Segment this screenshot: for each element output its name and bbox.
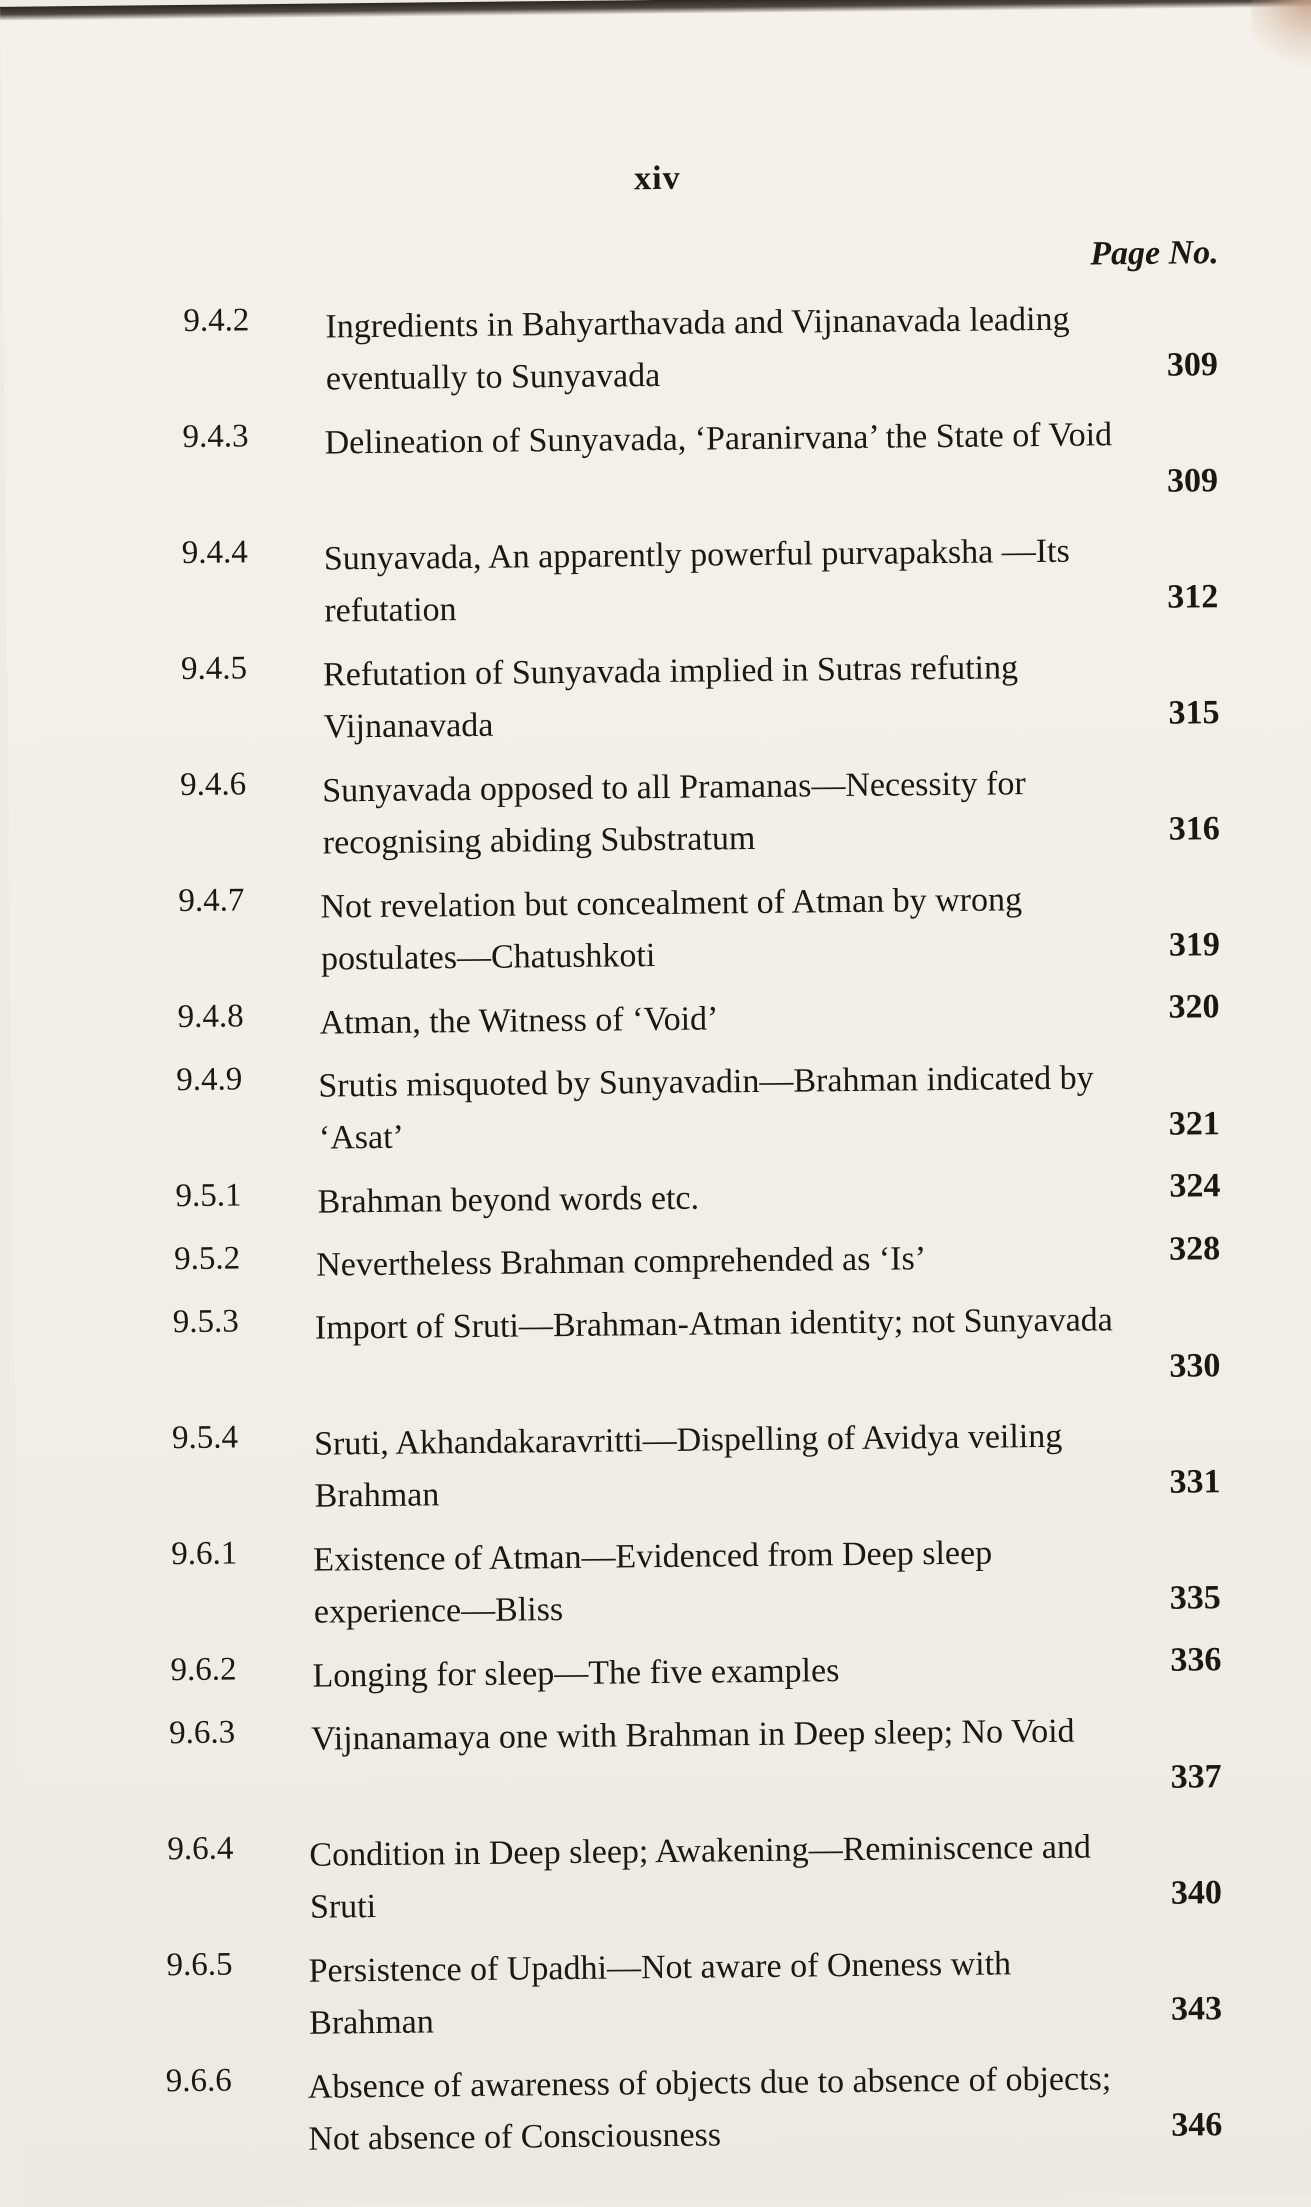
- section-page: 337: [1170, 1758, 1222, 1796]
- section-title: Absence of awareness of objects due to absence of objects; Not absence of Consciousness: [307, 2060, 1112, 2158]
- contents-list: [3, 291, 1311, 2181]
- section-number: 9.5.2: [173, 1240, 241, 1278]
- section-title: Persistence of Upadhi—Not aware of Oneness with Brahman: [308, 1945, 1012, 2042]
- section-page: 312: [1167, 578, 1219, 616]
- section-number: 9.5.3: [172, 1303, 240, 1341]
- page-top-shadow: [0, 0, 1311, 21]
- section-number: 9.4.7: [178, 882, 245, 920]
- section-title: Existence of Atman—Evidenced from Deep sleep experience—Bliss: [313, 1534, 993, 1631]
- contents-entry: [7, 639, 1311, 769]
- section-page: 309: [1166, 346, 1219, 384]
- section-title: Sruti, Akhandakaravritti—Dispelling of Avidya veiling Brahman: [313, 1417, 1063, 1515]
- section-page: 320: [1168, 988, 1220, 1026]
- section-title: Not revelation but concealment of Atman by wrong postulates—Chatushkoti: [320, 881, 1023, 978]
- section-number: 9.4.6: [180, 766, 247, 804]
- section-number: 9.5.4: [171, 1419, 239, 1457]
- section-number: 9.4.2: [183, 302, 250, 339]
- contents-entry: [6, 523, 1311, 653]
- section-page: 319: [1168, 926, 1221, 964]
- section-title: Atman, the Witness of ‘Void’: [319, 1000, 719, 1042]
- section-title: Import of Sruti—Brahman-Atman identity; not Sunyavada: [314, 1301, 1113, 1347]
- section-page: 336: [1170, 1641, 1222, 1679]
- section-page: 343: [1170, 1990, 1223, 2028]
- section-page: 316: [1168, 810, 1220, 848]
- page-no-column-label: Page No.: [1090, 234, 1219, 273]
- section-title: Condition in Deep sleep; Awakening—Reminiscence and Sruti: [309, 1828, 1092, 1926]
- section-page: 324: [1169, 1167, 1221, 1205]
- section-number: 9.6.1: [171, 1535, 238, 1573]
- section-page: 340: [1170, 1874, 1223, 1912]
- contents-entry: [11, 1050, 1311, 1180]
- section-title: Ingredients in Bahyarthavada and Vijnanavada leading eventually to Sunyavada: [325, 300, 1070, 398]
- contents-entry: [16, 1524, 1311, 1654]
- section-page: 346: [1171, 2106, 1223, 2144]
- section-title: Refutation of Sunyavada implied in Sutras refuting Vijnanavada: [322, 649, 1019, 746]
- contents-entry: [20, 1935, 1311, 2065]
- section-page: 331: [1169, 1463, 1221, 1501]
- section-page: 328: [1168, 1230, 1221, 1268]
- contents-entry: [3, 291, 1311, 421]
- section-number: 9.6.5: [166, 1946, 233, 1984]
- contents-entry: [18, 1703, 1311, 1833]
- contents-entry: [19, 1819, 1311, 1949]
- contents-entry: [14, 1292, 1311, 1422]
- contents-entry: [8, 755, 1311, 885]
- section-title: Srutis misquoted by Sunyavadin—Brahman indicated by ‘Asat’: [318, 1059, 1094, 1157]
- contents-entry: [15, 1408, 1311, 1538]
- contents-entry: [4, 407, 1311, 537]
- section-page: 315: [1168, 694, 1220, 732]
- section-page: 309: [1166, 462, 1219, 500]
- section-title: Longing for sleep—The five examples: [312, 1652, 840, 1695]
- section-number: 9.5.1: [175, 1177, 242, 1215]
- section-page: 335: [1169, 1579, 1221, 1617]
- page-corner-tint: [1251, 0, 1311, 74]
- section-number: 9.6.3: [168, 1714, 236, 1752]
- section-number: 9.6.2: [170, 1651, 237, 1689]
- section-title: Vijnanamaya one with Brahman in Deep sleep; No Void: [310, 1712, 1075, 1758]
- contents-entry: [9, 871, 1311, 1001]
- section-title: Nevertheless Brahman comprehended as ‘Is’: [316, 1240, 927, 1284]
- section-number: 9.4.9: [176, 1061, 243, 1099]
- contents-entry: [22, 2051, 1311, 2181]
- page-number: xiv: [633, 159, 681, 198]
- section-number: 9.4.4: [181, 534, 248, 571]
- section-page: 321: [1168, 1105, 1220, 1143]
- section-number: 9.4.3: [182, 418, 249, 455]
- section-number: 9.4.8: [177, 998, 244, 1036]
- section-title: Sunyavada opposed to all Pramanas—Necessity for recognising abiding Substratum: [322, 765, 1026, 862]
- section-number: 9.6.4: [167, 1830, 234, 1868]
- section-title: Brahman beyond words etc.: [317, 1179, 700, 1221]
- section-title: Sunyavada, An apparently powerful purvapaksha —Its refutation: [323, 532, 1070, 630]
- section-title: Delineation of Sunyavada, ‘Paranirvana’ the State of Void: [324, 416, 1113, 462]
- section-number: 9.4.5: [180, 650, 248, 688]
- section-page: 330: [1169, 1347, 1221, 1385]
- section-number: 9.6.6: [165, 2062, 232, 2100]
